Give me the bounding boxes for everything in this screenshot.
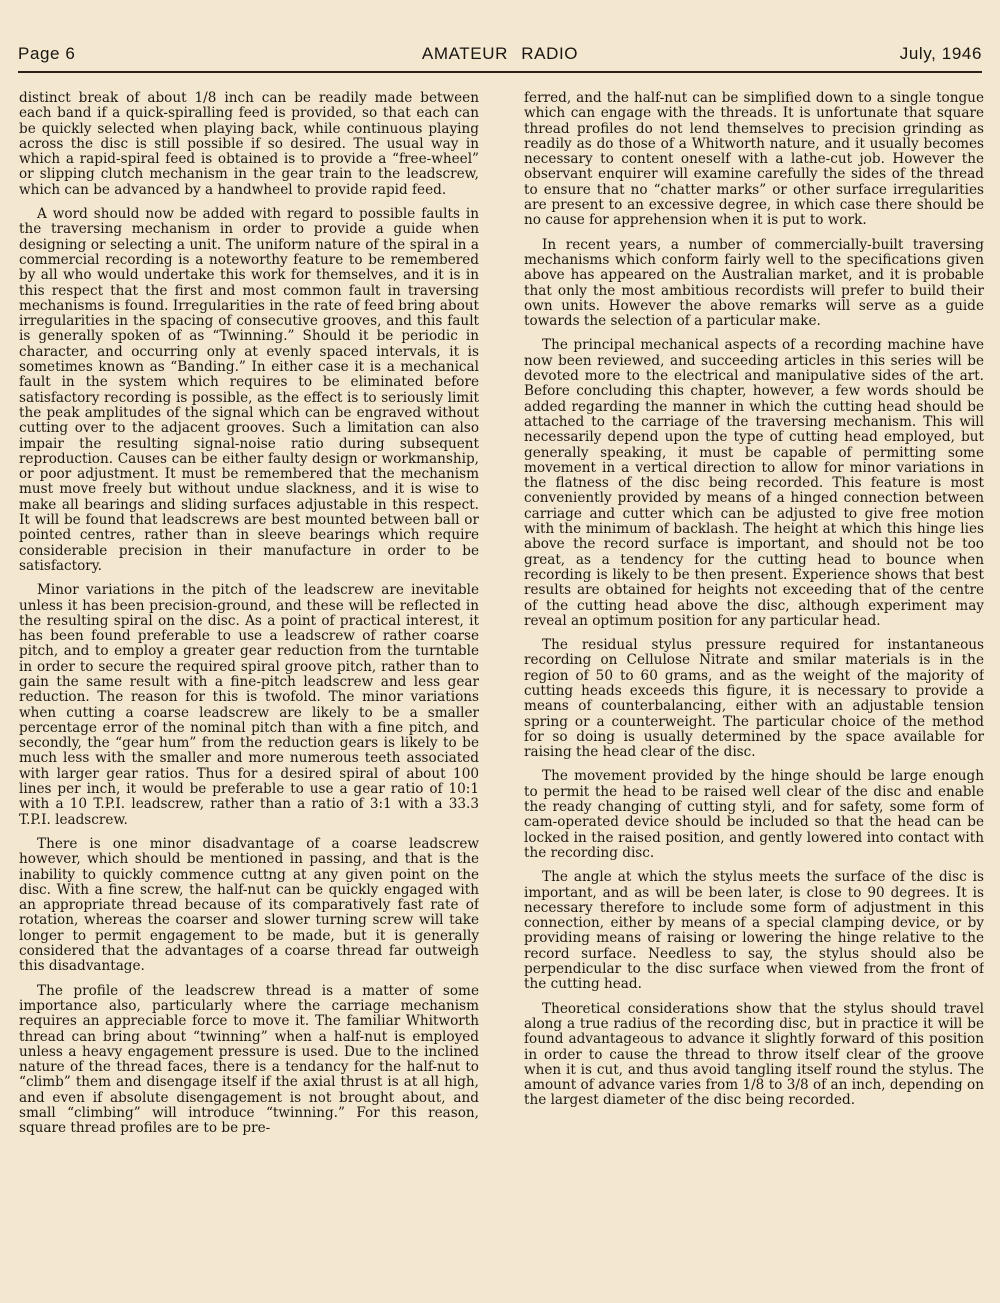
paragraph: The residual stylus pressure required for instantaneous recording on Cellulose Nitrate and smilar materials is in the region of 50 to 60 grams, and as the weight of the majority of cutting heads exceeds this figure, it is necessary to provide a means of counterbalancing, either with an adjustable tension spring or a counterweight. The particular choice of the method for so doing is usually determined by the space available for raising the head clear of the disc.	[524, 637, 984, 761]
paragraph: Minor variations in the pitch of the leadscrew are inevitable unless it has been precision-ground, and these will be reflected in the resulting spiral on the disc. As a point of practical interest, it has been found preferable to use a leadscrew of rather coarse pitch, and to employ a greater gear reduction from the turntable in order to secure the required spiral groove pitch, rather than to gain the same result with a fine-pitch leadscrew and less gear reduction. The reason for this is twofold. The minor variations when cutting a coarse leadscrew are likely to be a smaller percentage error of the nominal pitch than with a fine pitch, and secondly, the “gear hum” from the reduction gears is likely to be much less with the smaller and more numerous teeth associated with larger gear ratios. Thus for a desired spiral of about 100 lines per inch, it would be preferable to use a gear ratio of 10:1 with a 10 T.P.I. leadscrew, rather than a ratio of 3:1 with a 33.3 T.P.I. leadscrew.	[19, 582, 479, 828]
paragraph: A word should now be added with regard to possible faults in the traversing mechanism in order to provide a guide when designing or selecting a unit. The uniform nature of the spiral in a commercial recording is a noteworthy feature to be remembered by all who would undertake this work for themselves, and it is in this respect that the first and most common fault in traversing mechanisms is found. Irregularities in the rate of feed bring about irregularities in the spacing of consecutive grooves, and this fault is generally spoken of as “Twinning.” Should it be periodic in character, and occurring only at evenly spaced intervals, it is sometimes known as “Banding.” In either case it is a mechanical fault in the system which requires to be eliminated before satisfactory recording is possible, as the effect is to seriously limit the peak amplitudes of the signal which can be engraved without cutting over to the adjacent grooves. Such a limitation can also impair the resulting signal-noise ratio during subsequent reproduction. Causes can be either faulty design or workmanship, or poor adjustment. It must be remembered that the mechanism must move freely but without undue slackness, and it is wise to make all bearings and sliding surfaces adjustable in this respect. It will be found that leadscrews are best mounted between ball or pointed centres, rather than in sleeve bearings which require considerable precision in their manufacture in order to be satisfactory.	[19, 206, 479, 574]
issue-date: July, 1946	[899, 44, 982, 63]
paragraph: Theoretical considerations show that the stylus should travel along a true radius of the recording disc, but in practice it will be found advantageous to advance it slightly forward of this position in order to cause the thread to throw itself clear of the groove when it is cut, and thus avoid tangling itself round the stylus. The amount of advance varies from 1/8 to 3/8 of an inch, depending on the largest diameter of the disc being recorded.	[524, 1000, 984, 1109]
paragraph: ferred, and the half-nut can be simplified down to a single tongue which can engage with the threads. It is unfortunate that square thread profiles do not lend themselves to precision grinding as readily as do those of a Whitworth nature, and it usually becomes necessary to content oneself with a lathe-cut job. However the observant enquirer will examine carefully the sides of the thread to ensure that no “chatter marks” or other surface irregularities are present to an excessive degree, in which case there should be no cause for apprehension when it is put to work.	[524, 91, 984, 229]
magazine-title: AMATEUR RADIO	[421, 44, 579, 63]
page-number: Page 6	[18, 44, 76, 63]
paragraph: The angle at which the stylus meets the surface of the disc is important, and as will be been later, is close to 90 degrees. It is necessary therefore to include some form of adjustment in this connection, either by means of a special clamping device, or by providing means of raising or lowering the hinge relative to the record surface. Needless to say, the stylus should also be perpendicular to the disc surface when viewed from the front of the cutting head.	[524, 869, 984, 993]
paragraph: The principal mechanical aspects of a recording machine have now been reviewed, and succeeding articles in this series will be devoted more to the electrical and manipulative sides of the art. Before concluding this chapter, however, a few words should be added regarding the manner in which the cutting head should be attached to the carriage of the traversing mechanism. This will necessarily depend upon the type of cutting head employed, but generally speaking, it must be capable of permitting some movement in a vertical direction to allow for minor variations in the flatness of the disc being recorded. This feature is most conveniently provided by means of a hinged connection between carriage and cutter which can be adjusted to give free motion with the minimum of backlash. The height at which this hinge lies above the record surface is important, and should not be too great, as a tendency for the cutting head to bounce when recording is likely to be then present. Experience shows that best results are obtained for heights not exceeding that of the centre of the cutting head above the disc, although experiment may reveal an optimum position for any particular head.	[524, 337, 984, 629]
right-column	[524, 91, 984, 1291]
paragraph: In recent years, a number of commercially-built traversing mechanisms which conform fairly well to the specifications given above has appeared on the Australian market, and it is probable that only the most ambitious recordists will prefer to build their own units. However the above remarks will serve as a guide towards the selection of a particular make.	[524, 236, 984, 330]
page-header	[18, 44, 982, 70]
paragraph: distinct break of about 1/8 inch can be readily made between each band if a quick-spiralling feed is provided, so that each can be quickly selected when playing back, while continuous playing across the disc is still possible if so desired. The usual way in which a rapid-spiral feed is obtained is to provide a “free-wheel” or slipping clutch mechanism in the gear train to the leadscrew, which can be advanced by a handwheel to provide rapid feed.	[19, 91, 479, 198]
paragraph: There is one minor disadvantage of a coarse leadscrew however, which should be mentioned in passing, and that is the inability to quickly commence cuttng at any given point on the disc. With a fine screw, the half-nut can be quickly engaged with an appropriate thread because of its comparatively fast rate of rotation, whereas the coarser and slower turning screw will take longer to permit engagement to be made, but it is generally considered that the advantages of a coarse thread far outweigh this disadvantage.	[19, 835, 479, 975]
left-column	[19, 91, 479, 1291]
paragraph: The profile of the leadscrew thread is a matter of some importance also, particularly where the carriage mechanism requires an appreciable force to move it. The familiar Whitworth thread can bring about “twinning” when a half-nut is employed unless a heavy engagement pressure is used. Due to the inclined nature of the thread faces, there is a tendancy for the half-nut to “climb” them and disengage itself if the axial thrust is at all high, and even if absolute disengagement is not brought about, and small “climbing” will introduce “twinning.” For this reason, square thread profiles are to be pre-	[19, 982, 479, 1137]
paragraph: The movement provided by the hinge should be large enough to permit the head to be raised well clear of the disc and enable the ready changing of cutting styli, and for safety, some form of cam-operated device should be included so that the head can be locked in the raised position, and gently lowered into contact with the recording disc.	[524, 768, 984, 861]
header-rule	[18, 71, 982, 73]
